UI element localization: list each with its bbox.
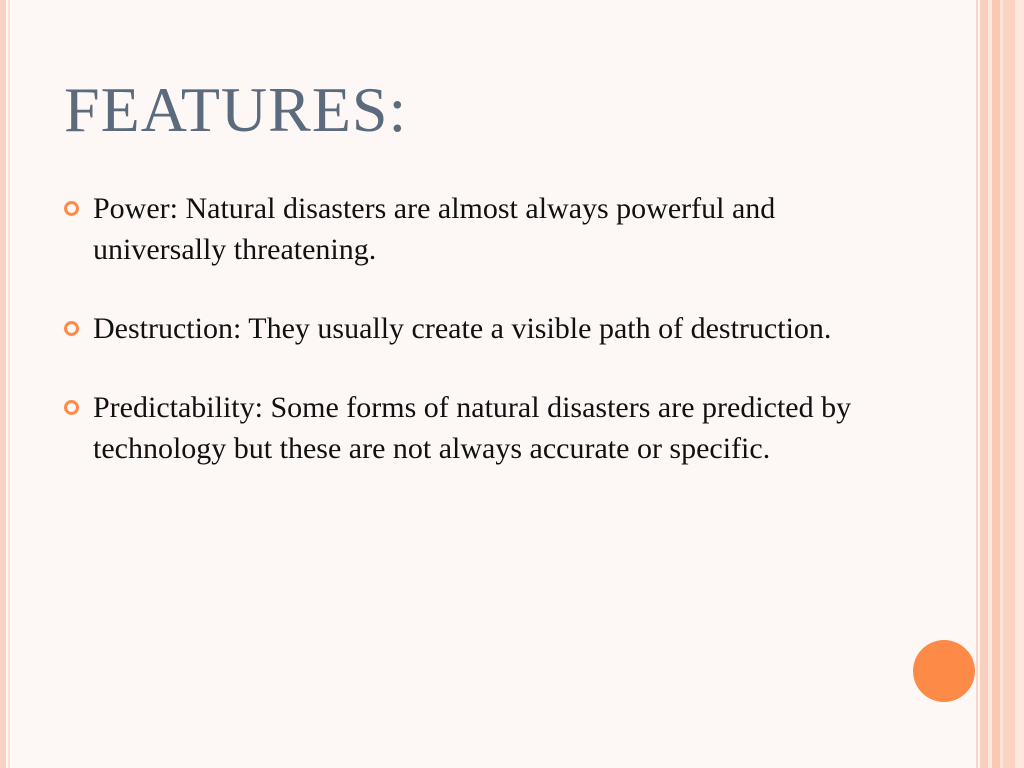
decorative-circle-icon (913, 640, 975, 702)
bullet-text: Destruction: They usually create a visible path of destruction. (93, 312, 832, 345)
right-stripe (1015, 0, 1024, 768)
bullet-item (64, 387, 874, 469)
bullet-text: Predictability: Some forms of natural disasters are predicted by technology but these are not always accurate or specific. (93, 391, 852, 465)
bullet-text: Power: Natural disasters are almost always powerful and universally threatening. (93, 192, 776, 266)
bullet-circle-icon (64, 201, 79, 216)
bullet-list (64, 188, 874, 507)
right-stripe (992, 0, 1000, 768)
left-border-line (0, 0, 6, 768)
bullet-circle-icon (64, 321, 79, 336)
bullet-item (64, 308, 874, 349)
bullet-circle-icon (64, 400, 79, 415)
right-stripe (976, 0, 978, 768)
bullet-item (64, 188, 874, 270)
right-stripe (980, 0, 988, 768)
slide-title: FEATURES: (64, 74, 408, 145)
left-border-line-thin (8, 0, 10, 768)
right-stripe (1003, 0, 1015, 768)
